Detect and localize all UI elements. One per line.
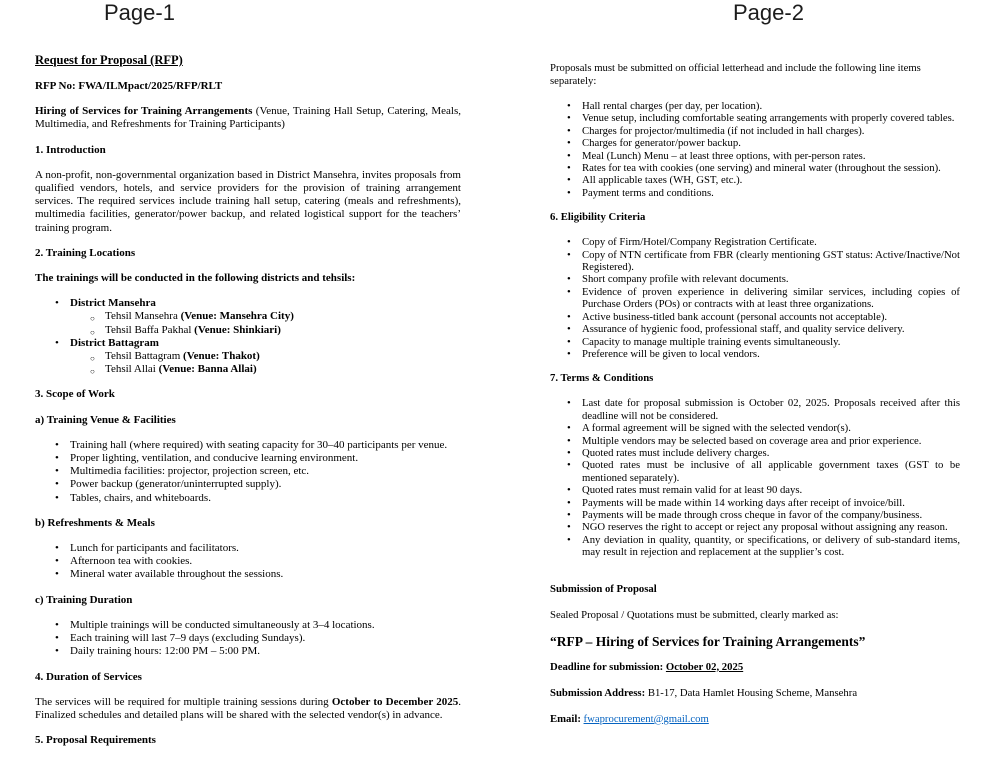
section-2-heading: 2. Training Locations [35,246,136,259]
district-item [35,337,461,377]
address-line [550,687,960,700]
duration-dates: October to December 2025 [331,695,459,708]
page-2-header: Page-2 [733,0,804,25]
rfp-subject [35,105,461,131]
section-7-heading: 7. Terms & Conditions [550,372,654,385]
list-item: • Quoted rates must be inclusive of all applicable government taxes (GST to be mentioned separately). [550,459,960,484]
list-item: • Preference will be given to local vendors. [550,348,960,360]
tehsil-venue: (Venue: Banna Allai) [158,363,257,376]
list-item: • Afternoon tea with cookies. [35,555,461,568]
duration-paragraph [35,696,461,722]
tehsil-item [70,310,461,323]
tehsil-item [70,350,461,363]
tehsil-item [70,363,461,376]
section-6-heading: 6. Eligibility Criteria [550,211,646,224]
line-items-list [550,100,960,199]
venue-facilities-list [35,439,461,505]
tehsil-name: Tehsil Mansehra [105,310,181,323]
email-link[interactable]: fwaprocurement@gmail.com [583,712,709,725]
scope-b-heading: b) Refreshments & Meals [35,516,155,529]
list-item: • Copy of Firm/Hotel/Company Registration Certificate. [550,236,960,248]
tehsil-name: Tehsil Allai [105,363,159,376]
list-item: • Multiple vendors may be selected based on coverage area and prior experience. [550,435,960,447]
eligibility-list [550,236,960,360]
list-item: • Lunch for participants and facilitators. [35,542,461,555]
section-3-heading: 3. Scope of Work [35,388,115,401]
section-1-heading: 1. Introduction [35,143,106,156]
list-item: • Venue setup, including comfortable seating arrangements with properly covered tables. [550,112,960,124]
list-item: • Capacity to manage multiple training events simultaneously. [550,336,960,348]
list-item: • Power backup (generator/uninterrupted supply). [35,478,461,491]
list-item: • A formal agreement will be signed with the selected vendor(s). [550,422,960,434]
list-item: • All applicable taxes (WH, GST, etc.). [550,174,960,186]
list-item: • NGO reserves the right to accept or reject any proposal without assigning any reason. [550,521,960,533]
page-1-header: Page-1 [104,0,175,25]
list-item: • Charges for generator/power backup. [550,137,960,149]
list-item: • Payments will be made through cross cheque in favor of the company/business. [550,509,960,521]
deadline-label: Deadline for submission: [550,660,666,673]
list-item: • Last date for proposal submission is October 02, 2025. Proposals received after this deadline will not be considered. [550,397,960,422]
list-item: • Any deviation in quality, quantity, or specifications, or delivery of sub-standard items, may result in rejection and replacement at the supplier’s cost. [550,534,960,559]
rfp-subject-rest: (Venue, Training Hall Setup, Catering, Meals, Multimedia, and Refreshments for Training Participants) [35,105,461,131]
address-value: B1-17, Data Hamlet Housing Scheme, Mansehra [645,686,858,699]
list-item: • Multiple trainings will be conducted simultaneously at 3–4 locations. [35,619,461,632]
training-duration-list [35,619,461,659]
list-item: • Training hall (where required) with seating capacity for 30–40 participants per venue. [35,439,461,452]
list-item: • Meal (Lunch) Menu – at least three options, with per-person rates. [550,150,960,162]
scope-c-heading: c) Training Duration [35,593,133,606]
email-label: Email: [550,712,584,725]
tehsil-name: Tehsil Battagram [105,350,184,363]
tehsil-venue: (Venue: Thakot) [183,350,260,363]
list-item: • Rates for tea with cookies (one serving) and mineral water (throughout the session). [550,162,960,174]
list-item: • Quoted rates must include delivery charges. [550,447,960,459]
submission-heading: Submission of Proposal [550,582,657,595]
tehsils-list [70,310,461,336]
tehsils-list [70,350,461,376]
list-item: • Evidence of proven experience in delivering similar services, including copies of Purchase Orders (POs) or contracts with at least three organizations. [550,286,960,311]
list-item: • Payments will be made within 14 working days after receipt of invoice/bill. [550,497,960,509]
list-item: • Tables, chairs, and whiteboards. [35,492,461,505]
district-name: District Mansehra [70,297,156,310]
list-item: • Payment terms and conditions. [550,187,960,199]
deadline-date: October 02, 2025 [665,660,744,673]
list-item: • Active business-titled bank account (personal accounts not acceptable). [550,311,960,323]
list-item: • Charges for projector/multimedia (if not included in hall charges). [550,125,960,137]
district-item [35,297,461,337]
list-item: • Hall rental charges (per day, per location). [550,100,960,112]
page-1 [35,0,461,759]
list-item: • Copy of NTN certificate from FBR (clearly mentioning GST status: Active/Inactive/Not Registered). [550,249,960,274]
list-item: • Each training will last 7–9 days (excluding Sundays). [35,632,461,645]
rfp-number: RFP No: FWA/ILMpact/2025/RFP/RLT [35,80,223,92]
list-item: • Proper lighting, ventilation, and conducive learning environment. [35,452,461,465]
list-item: • Assurance of hygienic food, professional staff, and quality service delivery. [550,323,960,335]
districts-list [35,297,461,376]
list-item: • Quoted rates must remain valid for at least 90 days. [550,484,960,496]
tehsil-name: Tehsil Baffa Pakhal [105,323,195,336]
terms-list [550,397,960,558]
duration-text: The services will be required for multiple training sessions during [35,695,332,708]
tehsil-item [70,324,461,337]
duration-text: . Finalized schedules and detailed plans will be shared with the selected vendor(s) in advance. [35,695,462,721]
section-4-heading: 4. Duration of Services [35,670,142,683]
list-item: • Short company profile with relevant documents. [550,273,960,285]
scope-a-heading: a) Training Venue & Facilities [35,413,176,426]
list-item: • Multimedia facilities: projector, projection screen, etc. [35,465,461,478]
address-label: Submission Address: [550,686,646,699]
submission-section [550,583,960,726]
refreshments-list [35,542,461,582]
tehsil-venue: (Venue: Shinkiari) [194,323,281,336]
rfp-title: Request for Proposal (RFP) [35,53,183,67]
email-line [550,713,960,726]
locations-lead: The trainings will be conducted in the following districts and tehsils: [35,272,356,285]
section-5-heading: 5. Proposal Requirements [35,734,156,747]
submission-lead: Sealed Proposal / Quotations must be submitted, clearly marked as: [550,608,839,621]
district-name: District Battagram [70,336,159,349]
proposal-requirements-lead: Proposals must be submitted on official letterhead and include the following line items separately: [550,62,921,87]
rfp-subject-bold: Hiring of Services for Training Arrangements [35,105,253,118]
list-item: • Mineral water available throughout the sessions. [35,568,461,581]
list-item: • Daily training hours: 12:00 PM – 5:00 PM. [35,645,461,658]
deadline-line [550,661,960,674]
submission-marked-title: “RFP – Hiring of Services for Training Arrangements” [550,633,866,649]
page-2 [550,0,960,739]
intro-paragraph: A non-profit, non-governmental organization based in District Mansehra, invites proposals from qualified vendors, hotels, and service providers for the provision of training arrangement services. The required services include training hall setup, catering (meals and refreshments), multimedia facilities, generator/power backup, and related logistical support for the teachers’ training program. [35,168,461,234]
tehsil-venue: (Venue: Mansehra City) [180,310,294,323]
